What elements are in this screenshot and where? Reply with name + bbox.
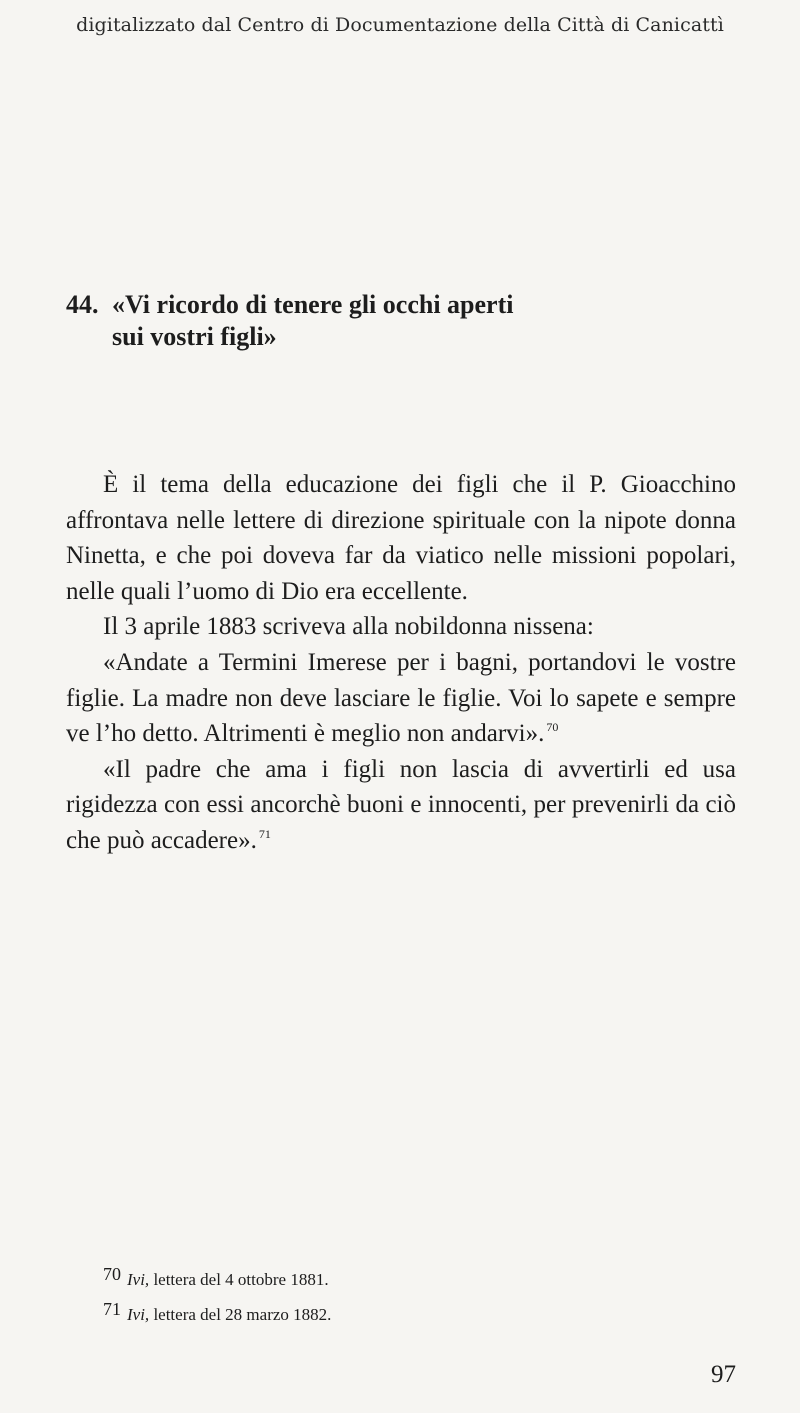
footnote-71 [103, 1297, 331, 1332]
footnote-number: 70 [103, 1264, 121, 1284]
body-text [66, 467, 736, 859]
paragraph-4-quote: «Il padre che ama i figli non lascia di avvertirli ed usa rigidezza con essi ancorchè buoni e innocenti, per prevenirli da ciò che può accadere». $^{71}$ [66, 755, 736, 854]
footnote-source: Ivi, [127, 1305, 150, 1324]
footnote-ref-71[interactable]: 71 [258, 826, 271, 841]
chapter-title [66, 289, 513, 353]
footnote-number: 71 [103, 1299, 121, 1319]
footnote-source: Ivi, [127, 1270, 150, 1289]
paragraph-2: Il 3 aprile 1883 scriveva alla nobildonna nissena: [103, 613, 594, 641]
digitization-watermark: digitalizzato dal Centro di Documentazione della Città di Canicattì [76, 14, 724, 36]
page-number: 97 [711, 1361, 736, 1388]
footnote-text: lettera del 28 marzo 1882. [153, 1305, 332, 1324]
chapter-title-line-1: «Vi ricordo di tenere gli occhi aperti [112, 290, 514, 319]
footnote-70 [103, 1262, 331, 1297]
footnotes [103, 1262, 331, 1332]
footnote-text: lettera del 4 ottobre 1881. [153, 1270, 329, 1289]
footnote-ref-70[interactable]: 70 [546, 720, 559, 735]
chapter-number: 44. [66, 290, 99, 319]
chapter-title-line-2: sui vostri figli» [112, 322, 277, 351]
paragraph-3-quote: «Andate a Termini Imerese per i bagni, portandovi le vostre figlie. La madre non deve lasciare le figlie. Voi lo sapete e sempre ve l’ho detto. Altrimenti è meglio non andarvi». $^{70}$ [66, 648, 736, 748]
paragraph-1: È il tema della educazione dei figli che il P. Gioacchino affrontava nelle lettere di direzione spirituale con la nipote donna Ninetta, e che poi doveva far da viatico nelle missioni popolari, nelle quali l’uomo di Dio era eccellente. [66, 471, 736, 605]
